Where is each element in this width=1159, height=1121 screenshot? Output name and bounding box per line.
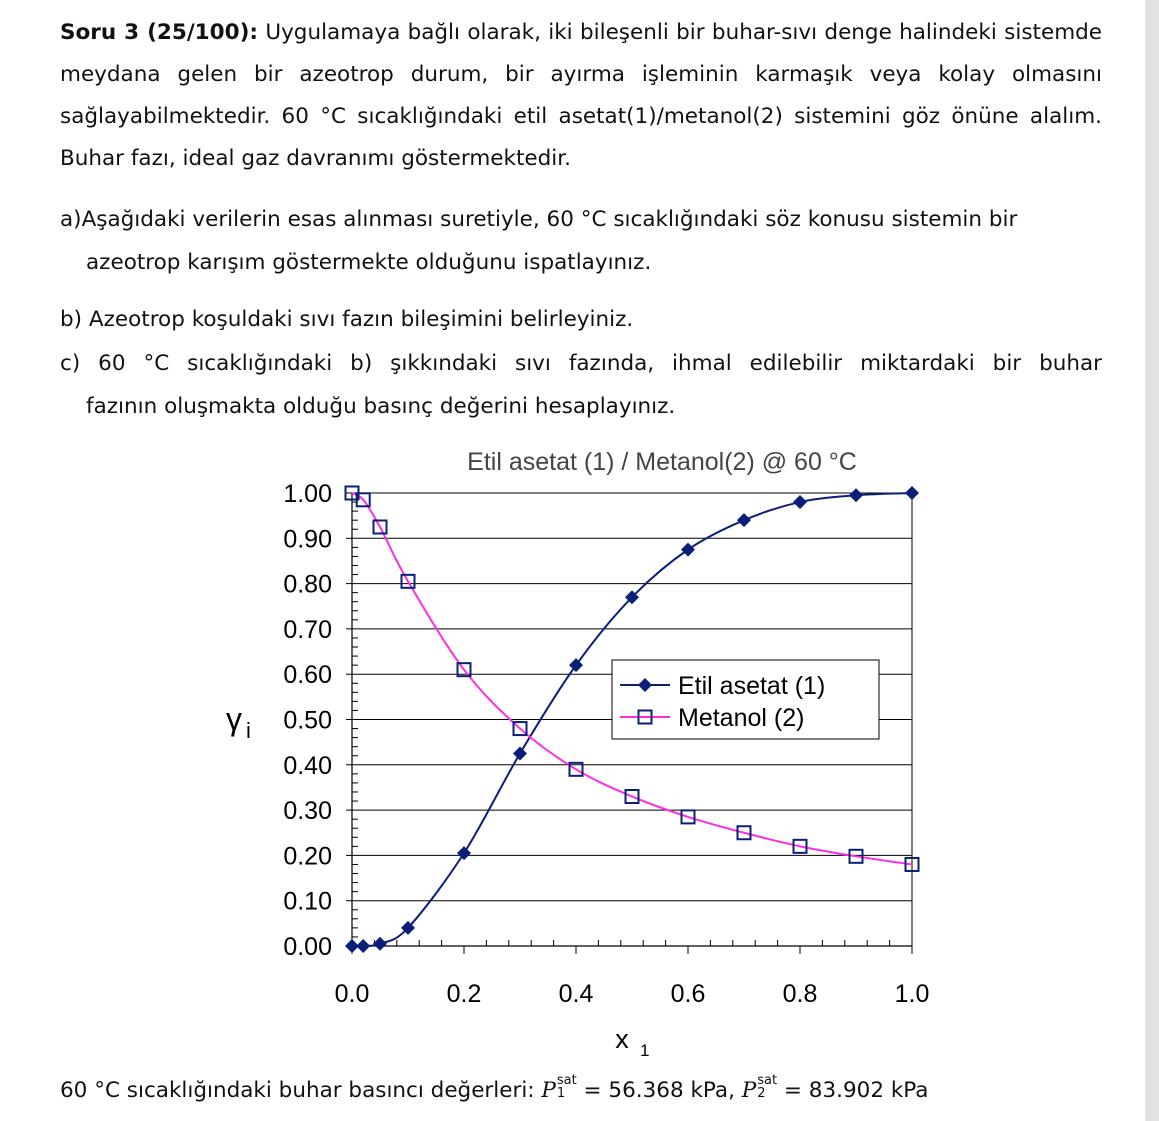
y-tick-label-9: 0.90 [283,525,332,554]
y-tick-label-1: 0.10 [283,887,332,916]
item-a [60,198,1102,284]
y-tick-label-4: 0.40 [283,751,332,780]
item-a-line-2: azeotrop karışım göstermekte olduğunu ispatlayınız. [86,250,652,275]
y-axis-label: γ [226,701,242,737]
vapor-pressure-footer [60,1070,928,1112]
activity-coefficient-chart [220,436,940,1056]
question-heading: Soru 3 (25/100): [60,20,258,45]
p2-sup: sat [757,1073,778,1088]
y-tick-label-2: 0.20 [283,842,332,871]
p1-value: = 56.368 kPa, [583,1078,735,1103]
item-b-line-1: Azeotrop koşuldaki sıvı fazın bileşimini belirleyiniz. [88,307,634,332]
p1-symbol: P [541,1078,556,1103]
x-tick-label-3: 0.6 [670,980,706,1008]
y-tick-label-0: 0.00 [283,933,332,961]
x-tick-label-5: 1.0 [894,980,930,1008]
footer-text: 60 °C sıcaklığındaki buhar basıncı değerleri: [60,1078,535,1103]
x-axis-label-sub: 1 [640,1041,650,1056]
data-point-s1-12 [905,486,919,500]
item-a-label: a) [60,207,82,232]
item-b [60,298,1102,341]
chart-title: Etil asetat (1) / Metanol(2) @ 60 °C [467,448,857,476]
y-tick-label-10: 1.00 [283,480,332,508]
intro-line-2: sistemde meydana gelen bir azeotrop durum, bir ayırma işleminin karmaşık veya kolay [60,20,1103,87]
data-point-s1-11 [849,488,863,502]
data-point-s1-8 [681,543,695,557]
data-point-s1-9 [737,513,751,527]
y-axis-label-sub: i [246,718,251,743]
y-tick-label-7: 0.70 [283,615,332,644]
intro-line-3: olmasını sağlayabilmektedir. 60 °C sıcaklığındaki etil asetat(1)/metanol(2) sistemini göz [60,62,1102,129]
question-intro [60,12,1102,180]
intro-line-4: önüne alalım. Buhar fazı, ideal gaz davranımı göstermektedir. [60,104,1102,171]
x-tick-label-4: 0.8 [782,980,818,1008]
data-point-s1-10 [793,495,807,509]
y-tick-label-6: 0.60 [283,661,332,690]
p1-sup: sat [556,1073,577,1088]
p2-symbol: P [741,1078,757,1103]
legend-label-2: Metanol (2) [678,704,805,732]
p2-value: = 83.902 kPa [783,1078,929,1103]
y-tick-label-5: 0.50 [283,706,332,735]
data-point-s1-6 [569,658,583,672]
intro-line-1: Uygulamaya bağlı olarak, iki bileşenli bir buhar-sıvı denge halindeki [265,20,997,45]
data-point-s1-4 [457,846,471,860]
item-c [60,342,1102,428]
x-tick-label-1: 0.2 [446,980,482,1008]
data-point-s1-5 [513,746,527,760]
x-tick-label-2: 0.4 [558,980,594,1008]
legend-label-1: Etil asetat (1) [678,672,826,700]
item-b-label: b) [60,307,83,332]
item-c-line-1: 60 °C sıcaklığındaki b) şıkkındaki sıvı fazında, ihmal edilebilir miktardaki bir buhar [98,351,1102,376]
item-a-line-1: Aşağıdaki verilerin esas alınması suretiyle, 60 °C sıcaklığındaki söz konusu sistemin bir [81,207,1018,232]
y-tick-label-3: 0.30 [283,797,332,826]
x-axis-label: x [615,1024,629,1054]
p2-sub: 2 [757,1086,766,1101]
data-point-s1-1 [356,939,370,953]
p1-sub: 1 [556,1086,566,1101]
y-tick-label-8: 0.80 [283,570,332,599]
item-c-line-2: fazının oluşmakta olduğu basınç değerini hesaplayınız. [86,394,676,419]
data-point-s1-2 [373,937,387,951]
item-c-label: c) [60,351,81,376]
x-tick-label-0: 0.0 [334,980,370,1008]
